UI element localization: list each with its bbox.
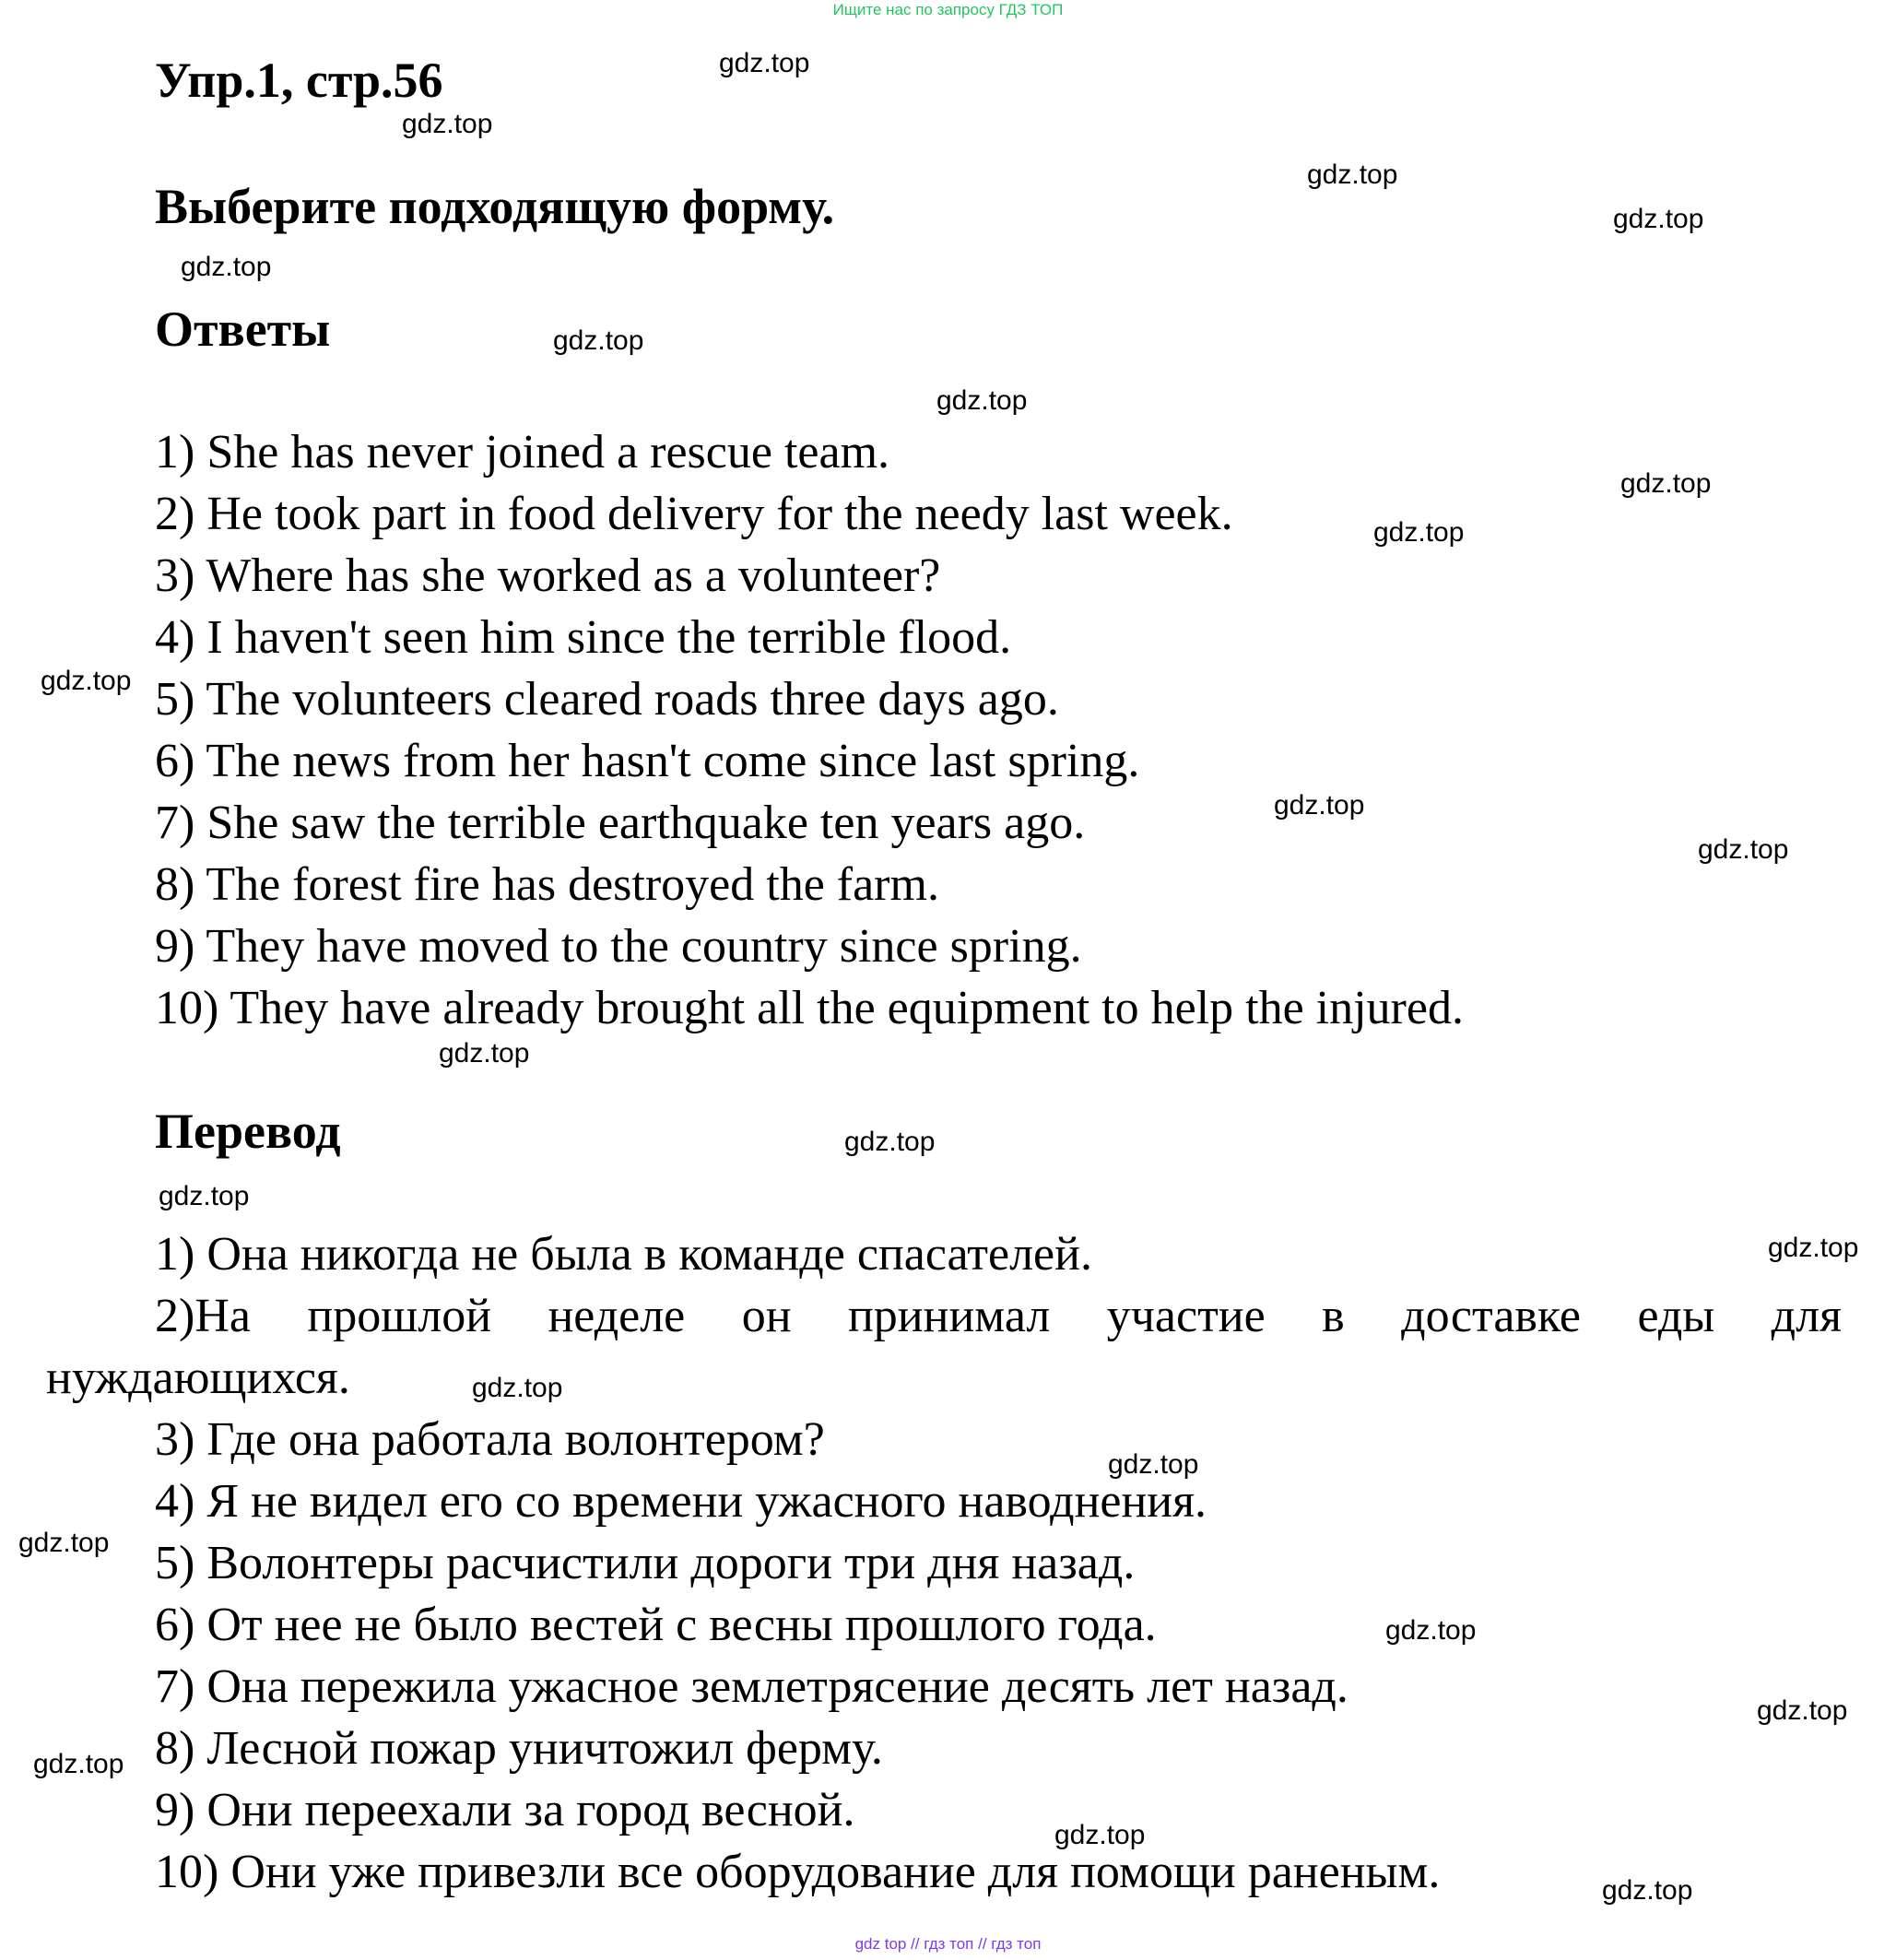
- watermark: gdz.top: [472, 1373, 563, 1403]
- answer-item: 5) The volunteers cleared roads three days ago.: [155, 673, 1059, 726]
- translation-item: 8) Лесной пожар уничтожил ферму.: [155, 1722, 883, 1775]
- watermark: gdz.top: [1768, 1233, 1859, 1263]
- watermark: gdz.top: [844, 1127, 936, 1157]
- answer-item: 6) The news from her hasn't come since last spring.: [155, 735, 1140, 787]
- answer-item: 7) She saw the terrible earthquake ten years ago.: [155, 797, 1086, 849]
- translation-item: 3) Где она работала волонтером?: [155, 1413, 825, 1466]
- answer-item: 4) I haven't seen him since the terrible flood.: [155, 611, 1012, 664]
- watermark: gdz.top: [1757, 1695, 1848, 1726]
- top-banner: Ищите нас по запросу ГДЗ ТОП: [832, 1, 1064, 18]
- watermark: gdz.top: [159, 1181, 250, 1211]
- answer-item: 8) The forest fire has destroyed the farm.: [155, 858, 939, 911]
- watermark: gdz.top: [181, 252, 272, 282]
- translation-item: 4) Я не видел его со времени ужасного наводнения.: [155, 1475, 1207, 1528]
- translation-item: 9) Они переехали за город весной.: [155, 1784, 855, 1836]
- watermark: gdz.top: [439, 1038, 530, 1069]
- watermark: gdz.top: [18, 1528, 110, 1558]
- bottom-banner: gdz top // гдз топ // гдз топ: [854, 1935, 1042, 1953]
- watermark: gdz.top: [1602, 1875, 1693, 1906]
- translation-item: 1) Она никогда не была в команде спасателей.: [155, 1228, 1092, 1281]
- translation-item: 6) От нее не было вестей с весны прошлого года.: [155, 1599, 1157, 1651]
- watermark: gdz.top: [1108, 1449, 1199, 1480]
- watermark: gdz.top: [553, 325, 644, 356]
- translation-heading: Перевод: [155, 1104, 341, 1159]
- translation-item-continuation: нуждающихся.: [46, 1352, 350, 1404]
- watermark: gdz.top: [936, 385, 1028, 416]
- watermark: gdz.top: [1274, 790, 1365, 821]
- answer-item: 2) He took part in food delivery for the needy last week.: [155, 488, 1233, 540]
- watermark: gdz.top: [1373, 517, 1465, 548]
- watermark: gdz.top: [1054, 1820, 1146, 1850]
- answer-item: 1) She has never joined a rescue team.: [155, 426, 890, 478]
- answers-heading: Ответы: [155, 301, 331, 357]
- answer-item: 9) They have moved to the country since spring.: [155, 920, 1082, 973]
- watermark: gdz.top: [33, 1749, 124, 1779]
- watermark: gdz.top: [41, 666, 132, 696]
- watermark: gdz.top: [1307, 159, 1398, 190]
- watermark: gdz.top: [1385, 1615, 1477, 1646]
- watermark: gdz.top: [402, 109, 493, 139]
- watermark: gdz.top: [719, 48, 810, 78]
- translation-item: 2)На прошлой неделе он принимал участие в доставке еды для: [155, 1290, 1842, 1342]
- translation-item: 5) Волонтеры расчистили дороги три дня назад.: [155, 1537, 1136, 1589]
- task-instruction: Выберите подходящую форму.: [155, 179, 835, 234]
- answer-item: 3) Where has she worked as a volunteer?: [155, 549, 941, 602]
- translation-item: 10) Они уже привезли все оборудование для помощи раненым.: [155, 1846, 1441, 1898]
- watermark: gdz.top: [1620, 468, 1712, 499]
- watermark: gdz.top: [1613, 204, 1704, 234]
- translation-item: 7) Она пережила ужасное землетрясение десять лет назад.: [155, 1660, 1348, 1713]
- page-title: Упр.1, стр.56: [155, 53, 443, 108]
- answer-item: 10) They have already brought all the equipment to help the injured.: [155, 982, 1464, 1034]
- watermark: gdz.top: [1698, 834, 1789, 865]
